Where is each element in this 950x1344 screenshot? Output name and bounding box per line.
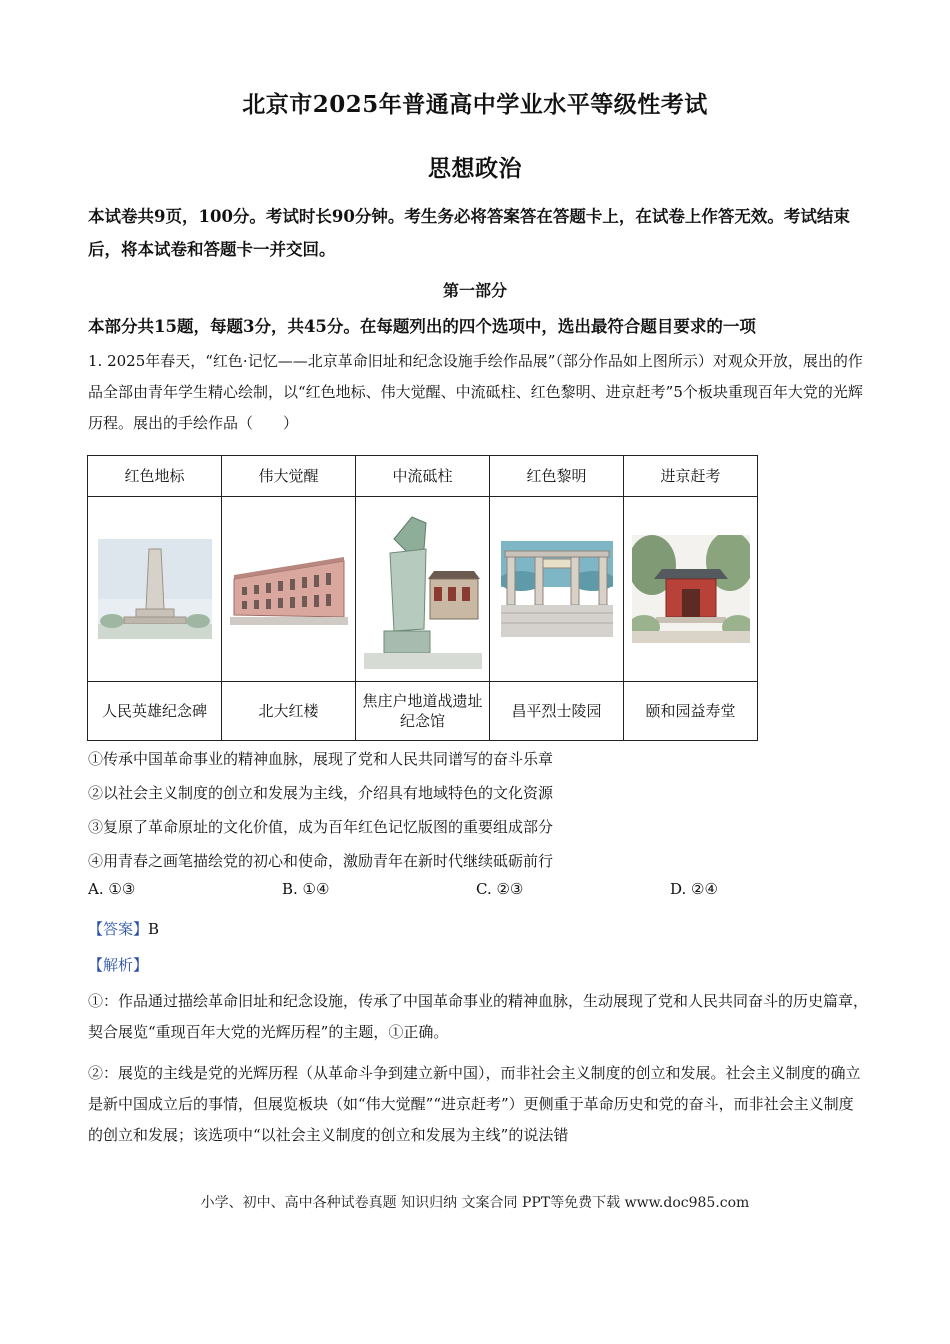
table-header: 中流砥柱 <box>356 456 490 497</box>
table-caption: 颐和园益寿堂 <box>624 682 758 741</box>
subject-title: 思想政治 <box>428 155 522 182</box>
table-cell-image <box>88 497 222 682</box>
question-stem: 1. 2025年春天，“红色·记忆——北京革命旧址和纪念设施手绘作品展”（部分作品如上图所示）对观众开放，展出的作品全部由青年学生精心绘制，以“红色地标、伟大觉醒、中流砥柱、红色黎明、进京赶考”5个板块重现百年大党的光辉历程。展出的手绘作品（ ） <box>88 352 863 432</box>
table-caption: 昌平烈士陵园 <box>490 682 624 741</box>
table-cell-image <box>624 497 758 682</box>
table-caption: 焦庄户地道战遗址纪念馆 <box>356 682 490 741</box>
statement-4: ④用青春之画笔描绘党的初心和使命，激励青年在新时代继续砥砺前行 <box>88 852 554 870</box>
statement-2: ②以社会主义制度的创立和发展为主线，介绍具有地域特色的文化资源 <box>88 784 554 802</box>
table-header: 进京赶考 <box>624 456 758 497</box>
exam-title: 北京市2025年普通高中学业水平等级性考试 <box>242 91 708 118</box>
table-header: 伟大觉醒 <box>222 456 356 497</box>
table-cell-image <box>222 497 356 682</box>
table-header: 红色黎明 <box>490 456 624 497</box>
statement-1: ①传承中国革命事业的精神血脉，展现了党和人民共同谱写的奋斗乐章 <box>88 750 554 768</box>
cemetery-gate-sketch-icon <box>501 541 613 637</box>
red-building-sketch-icon <box>230 539 348 639</box>
page-footer: 小学、初中、高中各种试卷真题 知识归纳 文案合同 PPT等免费下载 www.doc985.com <box>200 1195 750 1211</box>
analysis-label: 【解析】 <box>88 956 149 974</box>
table-cell-image <box>490 497 624 682</box>
instructions: 本试卷共9页，100分。考试时长90分钟。考生务必将答案答在答题卡上，在试卷上作答无效。考试结束后，将本试卷和答题卡一并交回。 <box>88 207 850 259</box>
option-c[interactable]: C. ②③ <box>476 880 524 898</box>
part-heading: 第一部分 <box>442 281 507 300</box>
analysis-paragraph-2: ②：展览的主线是党的光辉历程（从革命斗争到建立新中国），而非社会主义制度的创立和发展。社会主义制度的确立是新中国成立后的事情，但展览板块（如“伟大觉醒”“进京赶考”）更侧重于革命历史和党的奋斗，而非社会主义制度的创立和发展；该选项中“以社会主义制度的创立和发展为主线”的说法错 <box>88 1064 861 1144</box>
analysis-paragraph-1: ①：作品通过描绘革命旧址和纪念设施，传承了中国革命事业的精神血脉，生动展现了党和人民共同奋斗的历史篇章，契合展览“重现百年大党的光辉历程”的主题，①正确。 <box>88 992 869 1041</box>
monument-sketch-icon <box>98 539 212 639</box>
option-b[interactable]: B. ①④ <box>282 880 330 898</box>
answer-line <box>88 914 868 945</box>
answer-label: 【答案】 <box>88 920 149 938</box>
memorial-statue-sketch-icon <box>364 509 482 669</box>
answer-value: B <box>148 920 160 938</box>
table-caption: 北大红楼 <box>222 682 356 741</box>
part-description: 本部分共15题，每题3分，共45分。在每题列出的四个选项中，选出最符合题目要求的一项 <box>88 317 756 336</box>
table-header: 红色地标 <box>88 456 222 497</box>
table-cell-image <box>356 497 490 682</box>
option-a[interactable]: A. ①③ <box>88 880 136 898</box>
artworks-table <box>87 455 758 741</box>
option-d[interactable]: D. ②④ <box>670 880 718 898</box>
table-caption: 人民英雄纪念碑 <box>88 682 222 741</box>
courtyard-hall-sketch-icon <box>632 535 750 643</box>
statement-3: ③复原了革命原址的文化价值，成为百年红色记忆版图的重要组成部分 <box>88 818 554 836</box>
